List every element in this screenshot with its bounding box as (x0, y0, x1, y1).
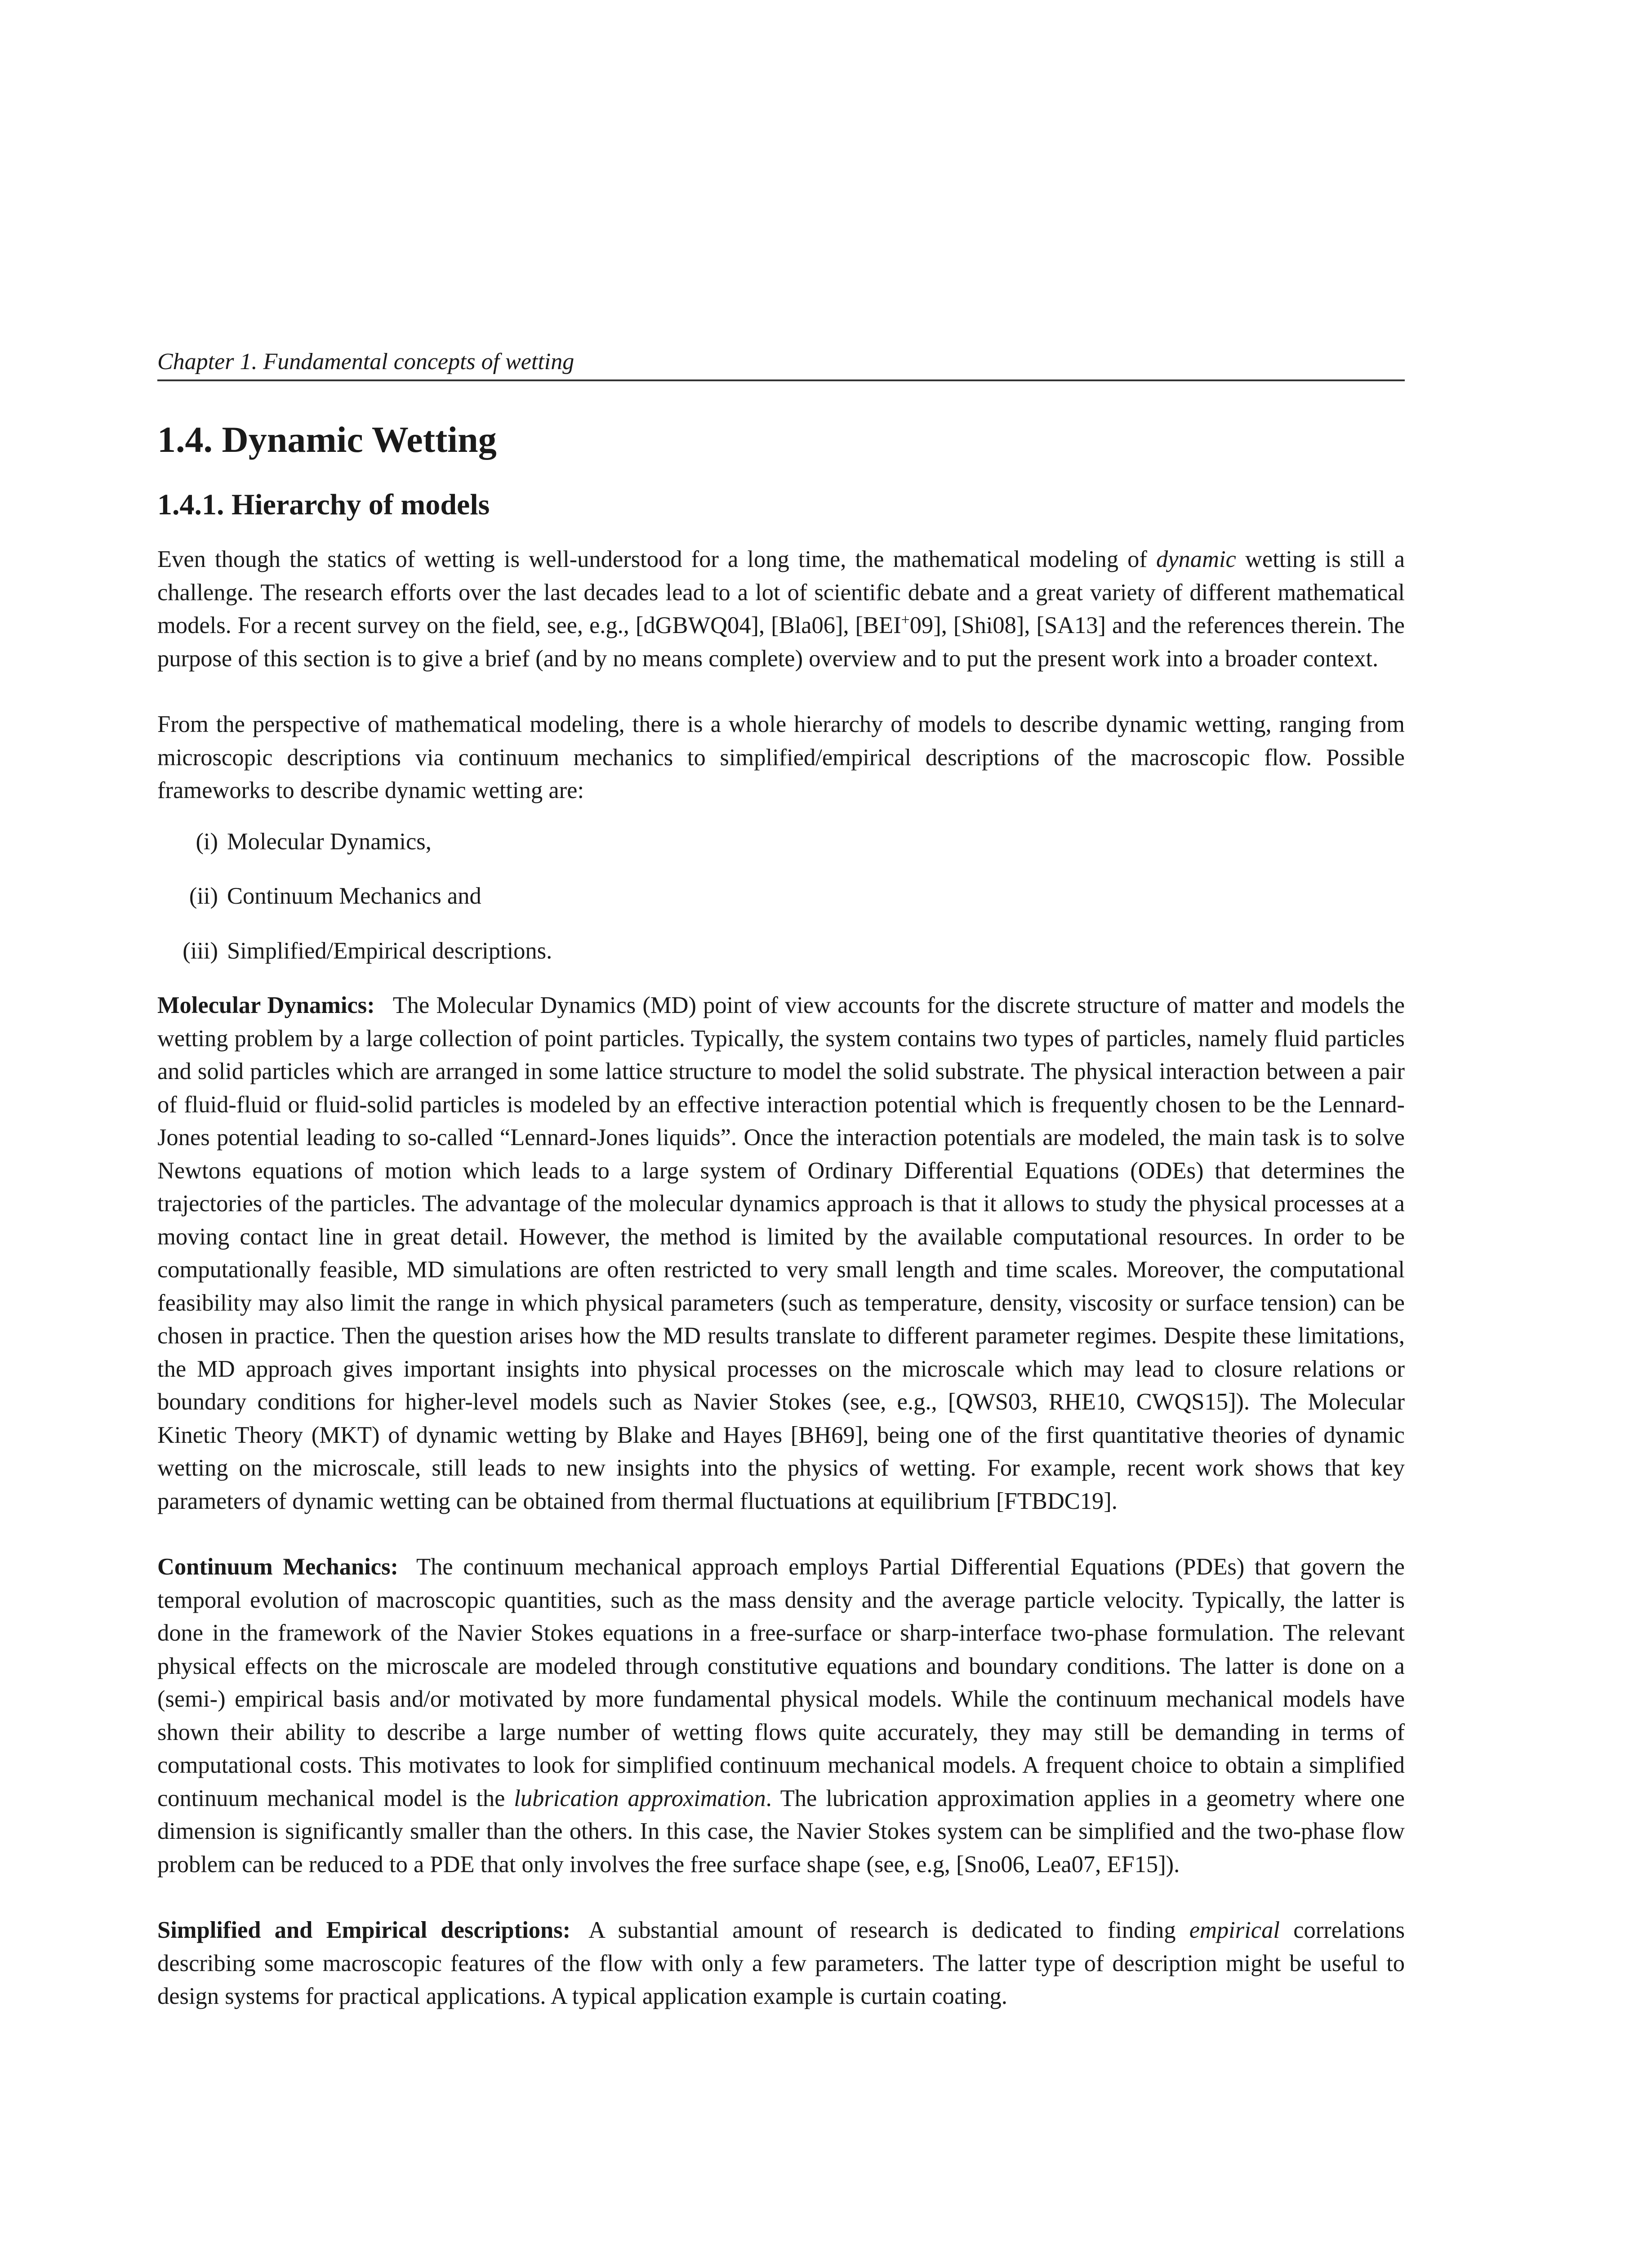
list-item-number: (ii) (189, 883, 218, 909)
molecular-dynamics-heading: Molecular Dynamics: (157, 992, 375, 1018)
intro-emphasis: dynamic (1156, 546, 1236, 572)
continuum-mechanics-emphasis: lubrication approximation (514, 1785, 766, 1811)
simplified-empirical-heading: Simplified and Empirical descriptions: (157, 1917, 571, 1943)
list-item-label: Continuum Mechanics and (227, 883, 481, 909)
list-item-label: Molecular Dynamics, (227, 828, 432, 855)
continuum-mechanics-text-b: . The lubrication approximation applies in a geometry where one dimension is significantly smaller than the others. In this case, the Navier Stokes system can be simplified and the two-phase flow problem can be reduced to a PDE that only involves the free surface shape (see, e.g, [Sno06, Lea07, EF15]). (157, 1785, 1405, 1878)
list-item (157, 935, 1405, 968)
section-title: 1.4. Dynamic Wetting (157, 419, 497, 460)
intro-paragraph-1 (157, 543, 1405, 675)
continuum-mechanics-paragraph (157, 1551, 1405, 1881)
molecular-dynamics-text: The Molecular Dynamics (MD) point of view accounts for the discrete structure of matter and models the wetting problem by a large collection of point particles. Typically, the system contains two types of particles, namely fluid particles and solid particles which are arranged in some lattice structure to model the solid substrate. The physical interaction between a pair of fluid-fluid or fluid-solid particles is modeled by an effective interaction potential which is frequently chosen to be the Lennard-Jones potential leading to so-called “Lennard-Jones liquids”. Once the interaction potentials are modeled, the main task is to solve Newtons equations of motion which leads to a large system of Ordinary Differential Equations (ODEs) that determines the trajectories of the particles. The advantage of the molecular dynamics approach is that it allows to study the physical processes at a moving contact line in great detail. However, the method is limited by the available computational resources. In order to be computationally feasible, MD simulations are often restricted to very small length and time scales. Moreover, the computational feasibility may also limit the range in which physical parameters (such as temperature, density, viscosity or surface tension) can be chosen in practice. Then the question arises how the MD results translate to different parameter regimes. Despite these limitations, the MD approach gives important insights into physical processes on the microscale which may lead to closure relations or boundary conditions for higher-level models such as Navier Stokes (see, e.g., [QWS03, RHE10, CWQS15]). The Molecular Kinetic Theory (MKT) of dynamic wetting by Blake and Hayes [BH69], being one of the first quantitative theories of dynamic wetting on the microscale, still leads to new insights into the physics of wetting. For example, recent work shows that key parameters of dynamic wetting can be obtained from thermal fluctuations at equilibrium [FTBDC19]. (157, 992, 1405, 1514)
continuum-mechanics-text-a: The continuum mechanical approach employs Partial Differential Equations (PDEs) that govern the temporal evolution of macroscopic quantities, such as the mass density and the average particle velocity. Typically, the latter is done in the framework of the Navier Stokes equations in a free-surface or sharp-interface two-phase formulation. The relevant physical effects on the microscale are modeled through constitutive equations and boundary conditions. The latter is done on a (semi-) empirical basis and/or motivated by more fundamental physical models. While the continuum mechanical models have shown their ability to describe a large number of wetting flows quite accurately, they may still be demanding in terms of computational costs. This motivates to look for simplified continuum mechanical models. A frequent choice to obtain a simplified continuum mechanical model is the (157, 1554, 1405, 1811)
intro-text-a: Even though the statics of wetting is well-understood for a long time, the mathematical modeling of (157, 546, 1156, 572)
list-item (157, 825, 1405, 859)
page-content (157, 346, 1405, 2013)
intro-text-c: 09], [Shi08], [SA13] and the references therein. The purpose of this section is to give a brief (and by no means complete) overview and to put the present work into a broader context. (157, 612, 1405, 672)
list-item-number: (i) (196, 828, 218, 855)
frameworks-list (157, 825, 1405, 968)
simplified-empirical-emphasis: empirical (1189, 1917, 1280, 1943)
continuum-mechanics-heading: Continuum Mechanics: (157, 1554, 399, 1580)
subsection-title: 1.4.1. Hierarchy of models (157, 488, 490, 521)
intro-paragraph-2: From the perspective of mathematical modeling, there is a whole hierarchy of models to describe dynamic wetting, ranging from microscopic descriptions via continuum mechanics to simplified/empirical descriptions of the macroscopic flow. Possible frameworks to describe dynamic wetting are: (157, 711, 1405, 803)
simplified-empirical-text-a: A substantial amount of research is dedicated to finding (588, 1917, 1189, 1943)
molecular-dynamics-paragraph (157, 989, 1405, 1518)
citation-superscript: + (901, 611, 910, 629)
list-item (157, 880, 1405, 913)
simplified-empirical-paragraph (157, 1914, 1405, 2013)
list-item-label: Simplified/Empirical descriptions. (227, 937, 552, 964)
running-header: Chapter 1. Fundamental concepts of wetting (157, 346, 1405, 381)
simplified-empirical-text-b: correlations describing some macroscopic features of the flow with only a few parameters. The latter type of description might be useful to design systems for practical applications. A typical application example is curtain coating. (157, 1917, 1405, 2009)
intro-text-b: wetting is still a challenge. The research efforts over the last decades lead to a lot of scientific debate and a great variety of different mathematical models. For a recent survey on the field, see, e.g., [dGBWQ04], [Bla06], [BEI (157, 546, 1405, 638)
list-item-number: (iii) (183, 937, 218, 964)
